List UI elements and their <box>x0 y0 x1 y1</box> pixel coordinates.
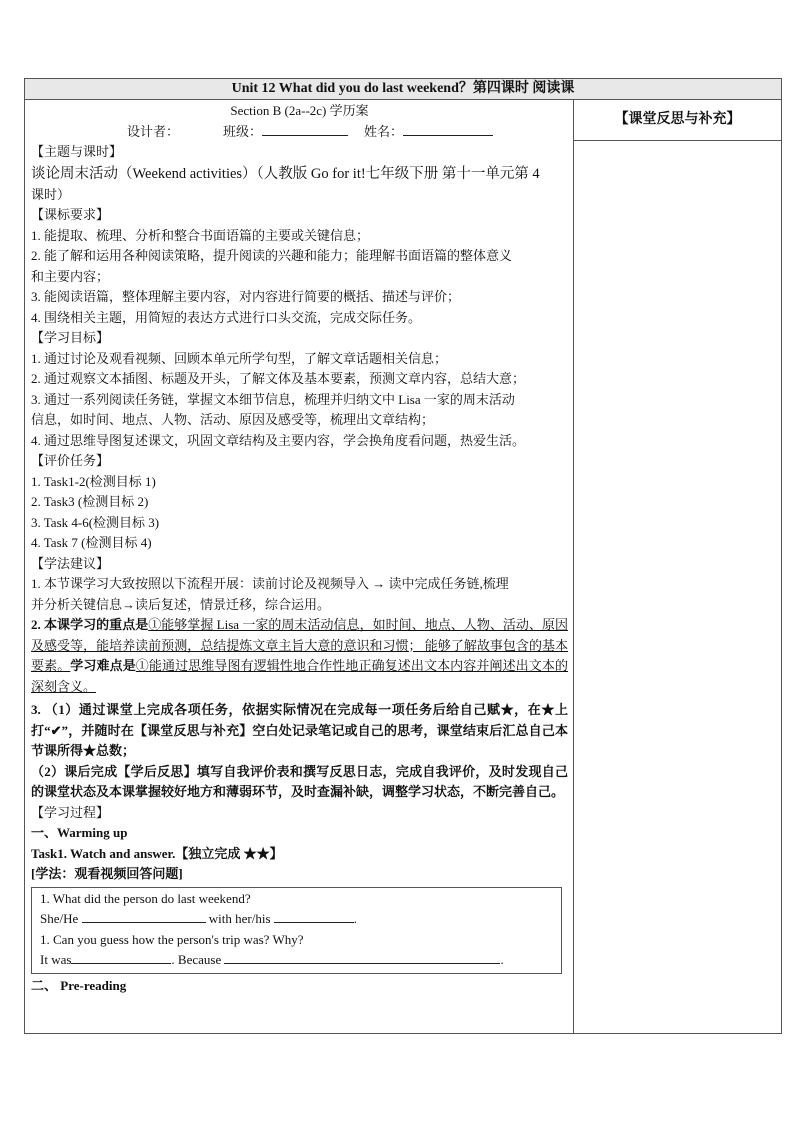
topic-text-cont: 课时） <box>31 186 71 202</box>
goals-heading: 【学习目标】 <box>31 330 110 345</box>
page-title: Unit 12 What did you do last weekend？第四课时 阅读课 <box>25 79 781 100</box>
goals-item: 2. 通过观察文本插图、标题及开头，了解文体及基本要素，预测文章内容，总结大意； <box>31 371 526 386</box>
evaluation-item: 2. Task3 (检测目标 2) <box>31 494 149 509</box>
standards-item: 和主要内容； <box>31 268 110 284</box>
task1-method: [学法：观看视频回答问题] <box>31 866 183 881</box>
reflection-column <box>574 100 781 1033</box>
answer-mid: with her/his <box>208 911 271 926</box>
advice-p1-cont: 并分析关键信息→读后复述，情景迁移，综合运用。 <box>31 596 331 612</box>
activity-blank[interactable] <box>82 909 206 923</box>
standards-item: 4. 围绕相关主题，用简短的表达方式进行口头交流，完成交际任务。 <box>31 309 422 325</box>
topic-text: 谈论周末活动（Weekend activities）（人教版 Go for it!七年级下册 第十一单元第 4 <box>31 165 540 182</box>
question-1: 1. What did the person do last weekend? <box>40 890 251 906</box>
section-warming-up: 一、Warming up <box>31 825 128 840</box>
name-label: 姓名： <box>364 123 404 139</box>
class-blank[interactable] <box>262 122 348 136</box>
evaluation-item: 4. Task 7 (检测目标 4) <box>31 535 152 550</box>
difficulty-label: 学习难点是 <box>70 658 136 673</box>
focus-text: ①能够掌握 Lisa 一家的周末活动信息，如时间、地点、人物、活动、原因及感受等，能培养读前预测，总结提炼文章主旨大意的意识和习惯； 能够了解故事包含的基本要素。 <box>31 617 568 673</box>
document-table <box>24 78 782 1034</box>
section-pre-reading: 二、 Pre-reading <box>31 977 127 993</box>
advice-p4: （2）课后完成【学后反思】填写自我评价表和撰写反思日志，完成自我评价，及时发现自己的课堂状态及本课掌握较好地方和薄弱环节，及时查漏补缺，调整学习状态，不断完善自己。 <box>31 763 568 799</box>
difficulty-text: ①能通过思维导图有逻辑性地合作性地正确复述出文本内容并阐述出文本的深刻含义。 <box>31 658 568 694</box>
answer-prefix: She/He <box>40 911 79 926</box>
advice-p3: 3. （1）通过课堂上完成各项任务，依据实际情况在完成每一项任务后给自己赋★，在★上打“✔”，并随时在【课堂反思与补充】空白处记录笔记或自己的思考，课堂结束后汇总自己本节课所得★总数； <box>31 702 568 758</box>
topic-heading: 【主题与课时】 <box>31 144 123 159</box>
standards-item: 1. 能提取、梳理、分析和整合书面语篇的主要或关键信息； <box>31 227 370 243</box>
evaluation-item: 1. Task1-2(检测目标 1) <box>31 473 156 489</box>
name-blank[interactable] <box>403 122 493 136</box>
evaluation-item: 3. Task 4-6(检测目标 3) <box>31 514 160 530</box>
subtitle: Section B (2a--2c) 学历案 <box>230 103 369 118</box>
main-column <box>25 100 574 1033</box>
focus-label: 2. 本课学习的重点是 <box>31 617 149 632</box>
standards-item: 2. 能了解和运用各种阅读策略，提升阅读的兴趣和能力；能理解书面语篇的整体意义 <box>31 248 513 263</box>
reflection-notes-area[interactable] <box>574 141 781 1031</box>
goals-item: 信息，如时间、地点、人物、活动、原因及感受等，梳理出文章结构； <box>31 412 435 427</box>
answer-mid: . Because <box>171 952 222 967</box>
companion-blank[interactable] <box>274 909 354 923</box>
class-label: 班级： <box>223 123 263 139</box>
goals-item: 3. 通过一系列阅读任务链，掌握文本细节信息，梳理并归纳文中 Lisa 一家的周末活动 <box>31 391 515 407</box>
standards-item: 3. 能阅读语篇，整体理解主要内容，对内容进行简要的概括、描述与评价； <box>31 289 461 304</box>
task1-title: Task1. Watch and answer.【独立完成 ★★】 <box>31 845 283 861</box>
process-heading: 【学习过程】 <box>31 804 110 820</box>
question-2: 1. Can you guess how the person's trip was? Why? <box>40 931 304 947</box>
answer-line-2: It was . Because . <box>40 952 504 967</box>
task1-answer-box <box>31 887 562 974</box>
evaluation-heading: 【评价任务】 <box>31 453 110 468</box>
answer-line-1: She/He with her/his . <box>40 911 358 926</box>
goals-item: 4. 通过思维导图复述课文，巩固文章结构及主要内容，学会换角度看问题，热爱生活。 <box>31 432 526 448</box>
answer-prefix: It was <box>40 952 72 967</box>
advice-p2 <box>31 615 568 697</box>
standards-heading: 【课标要求】 <box>31 207 110 222</box>
designer-line <box>31 122 568 143</box>
reason-blank[interactable] <box>224 950 500 964</box>
advice-p1: 1. 本节课学习大致按照以下流程开展：读前讨论及视频导入 → 读中完成任务链,梳理 <box>31 576 509 591</box>
designer-label: 设计者： <box>127 123 180 139</box>
advice-heading: 【学法建议】 <box>31 555 110 571</box>
goals-item: 1. 通过讨论及观看视频、回顾本单元所学句型，了解文章话题相关信息； <box>31 350 448 366</box>
reflection-header: 【课堂反思与补充】 <box>574 100 781 141</box>
trip-blank[interactable] <box>71 950 171 964</box>
